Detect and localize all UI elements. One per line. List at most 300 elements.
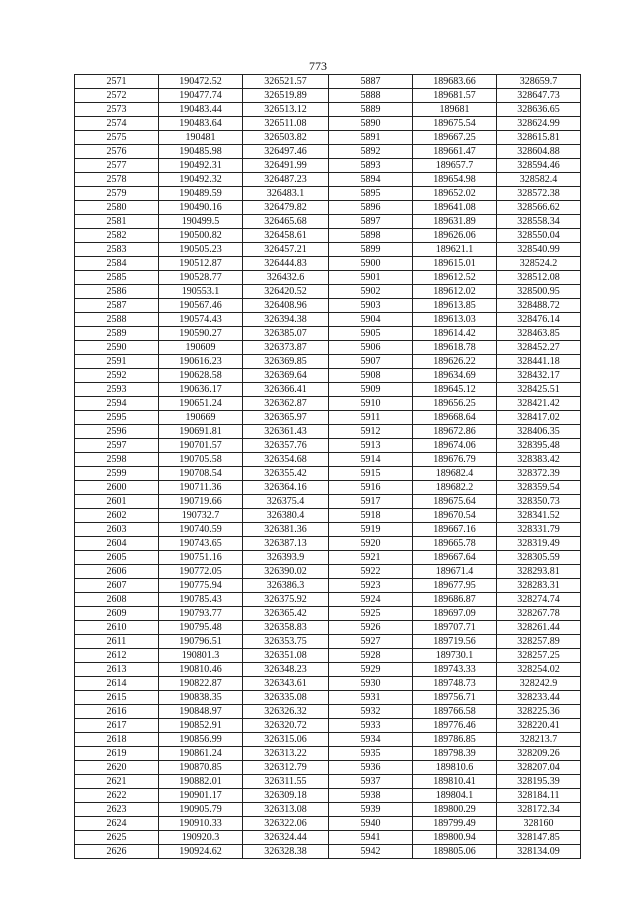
y-coordinate-right-cell: 328425.51 bbox=[497, 383, 581, 397]
y-coordinate-right-cell: 328319.49 bbox=[497, 537, 581, 551]
x-coordinate-left-cell: 190838.35 bbox=[159, 691, 243, 705]
y-coordinate-left-cell: 326420.52 bbox=[243, 285, 329, 299]
x-coordinate-left-cell: 190732.7 bbox=[159, 509, 243, 523]
x-coordinate-right-cell: 189612.02 bbox=[413, 285, 497, 299]
point-number-left-cell: 2603 bbox=[75, 523, 159, 537]
x-coordinate-left-cell: 190852.91 bbox=[159, 719, 243, 733]
x-coordinate-left-cell: 190924.62 bbox=[159, 845, 243, 859]
point-number-right-cell: 5896 bbox=[329, 201, 413, 215]
y-coordinate-left-cell: 326483.1 bbox=[243, 187, 329, 201]
y-coordinate-right-cell: 328452.27 bbox=[497, 341, 581, 355]
point-number-left-cell: 2607 bbox=[75, 579, 159, 593]
table-row bbox=[75, 747, 581, 761]
table-row bbox=[75, 229, 581, 243]
y-coordinate-left-cell: 326487.23 bbox=[243, 173, 329, 187]
y-coordinate-left-cell: 326458.61 bbox=[243, 229, 329, 243]
x-coordinate-left-cell: 190489.59 bbox=[159, 187, 243, 201]
table-row bbox=[75, 831, 581, 845]
point-number-right-cell: 5908 bbox=[329, 369, 413, 383]
point-number-right-cell: 5941 bbox=[329, 831, 413, 845]
table-row bbox=[75, 593, 581, 607]
x-coordinate-left-cell: 190870.85 bbox=[159, 761, 243, 775]
table-row bbox=[75, 369, 581, 383]
y-coordinate-left-cell: 326309.18 bbox=[243, 789, 329, 803]
x-coordinate-right-cell: 189798.39 bbox=[413, 747, 497, 761]
point-number-right-cell: 5932 bbox=[329, 705, 413, 719]
point-number-left-cell: 2624 bbox=[75, 817, 159, 831]
point-number-left-cell: 2583 bbox=[75, 243, 159, 257]
x-coordinate-right-cell: 189675.64 bbox=[413, 495, 497, 509]
table-row bbox=[75, 313, 581, 327]
x-coordinate-left-cell: 190793.77 bbox=[159, 607, 243, 621]
table-row bbox=[75, 467, 581, 481]
x-coordinate-left-cell: 190772.05 bbox=[159, 565, 243, 579]
x-coordinate-right-cell: 189657.7 bbox=[413, 159, 497, 173]
x-coordinate-left-cell: 190492.31 bbox=[159, 159, 243, 173]
point-number-right-cell: 5913 bbox=[329, 439, 413, 453]
y-coordinate-right-cell: 328524.2 bbox=[497, 257, 581, 271]
point-number-left-cell: 2587 bbox=[75, 299, 159, 313]
y-coordinate-left-cell: 326335.08 bbox=[243, 691, 329, 705]
y-coordinate-right-cell: 328395.48 bbox=[497, 439, 581, 453]
point-number-right-cell: 5909 bbox=[329, 383, 413, 397]
y-coordinate-right-cell: 328540.99 bbox=[497, 243, 581, 257]
y-coordinate-left-cell: 326322.06 bbox=[243, 817, 329, 831]
x-coordinate-right-cell: 189800.29 bbox=[413, 803, 497, 817]
y-coordinate-right-cell: 328341.52 bbox=[497, 509, 581, 523]
y-coordinate-right-cell: 328293.81 bbox=[497, 565, 581, 579]
x-coordinate-right-cell: 189681.57 bbox=[413, 89, 497, 103]
x-coordinate-right-cell: 189614.42 bbox=[413, 327, 497, 341]
y-coordinate-right-cell: 328207.04 bbox=[497, 761, 581, 775]
y-coordinate-left-cell: 326444.83 bbox=[243, 257, 329, 271]
point-number-left-cell: 2618 bbox=[75, 733, 159, 747]
y-coordinate-left-cell: 326353.75 bbox=[243, 635, 329, 649]
point-number-right-cell: 5930 bbox=[329, 677, 413, 691]
x-coordinate-left-cell: 190590.27 bbox=[159, 327, 243, 341]
x-coordinate-right-cell: 189681 bbox=[413, 103, 497, 117]
point-number-left-cell: 2606 bbox=[75, 565, 159, 579]
y-coordinate-left-cell: 326364.16 bbox=[243, 481, 329, 495]
page-number: 773 bbox=[309, 59, 327, 73]
y-coordinate-right-cell: 328359.54 bbox=[497, 481, 581, 495]
point-number-right-cell: 5910 bbox=[329, 397, 413, 411]
point-number-right-cell: 5940 bbox=[329, 817, 413, 831]
point-number-left-cell: 2586 bbox=[75, 285, 159, 299]
table-row bbox=[75, 607, 581, 621]
point-number-left-cell: 2622 bbox=[75, 789, 159, 803]
table-row bbox=[75, 523, 581, 537]
y-coordinate-right-cell: 328257.25 bbox=[497, 649, 581, 663]
point-number-right-cell: 5922 bbox=[329, 565, 413, 579]
table-row bbox=[75, 789, 581, 803]
x-coordinate-left-cell: 190901.17 bbox=[159, 789, 243, 803]
y-coordinate-right-cell: 328305.59 bbox=[497, 551, 581, 565]
x-coordinate-left-cell: 190483.64 bbox=[159, 117, 243, 131]
table-row bbox=[75, 817, 581, 831]
table-row bbox=[75, 243, 581, 257]
y-coordinate-right-cell: 328512.08 bbox=[497, 271, 581, 285]
y-coordinate-left-cell: 326375.92 bbox=[243, 593, 329, 607]
point-number-left-cell: 2599 bbox=[75, 467, 159, 481]
table-row bbox=[75, 411, 581, 425]
y-coordinate-left-cell: 326311.55 bbox=[243, 775, 329, 789]
point-number-left-cell: 2572 bbox=[75, 89, 159, 103]
y-coordinate-right-cell: 328267.78 bbox=[497, 607, 581, 621]
y-coordinate-left-cell: 326348.23 bbox=[243, 663, 329, 677]
y-coordinate-right-cell: 328488.72 bbox=[497, 299, 581, 313]
x-coordinate-left-cell: 190609 bbox=[159, 341, 243, 355]
x-coordinate-right-cell: 189661.47 bbox=[413, 145, 497, 159]
x-coordinate-left-cell: 190711.36 bbox=[159, 481, 243, 495]
point-number-left-cell: 2578 bbox=[75, 173, 159, 187]
x-coordinate-right-cell: 189621.1 bbox=[413, 243, 497, 257]
x-coordinate-right-cell: 189743.33 bbox=[413, 663, 497, 677]
table-row bbox=[75, 663, 581, 677]
table-row bbox=[75, 649, 581, 663]
y-coordinate-left-cell: 326320.72 bbox=[243, 719, 329, 733]
point-number-left-cell: 2592 bbox=[75, 369, 159, 383]
point-number-right-cell: 5901 bbox=[329, 271, 413, 285]
x-coordinate-left-cell: 190905.79 bbox=[159, 803, 243, 817]
point-number-left-cell: 2581 bbox=[75, 215, 159, 229]
y-coordinate-left-cell: 326369.64 bbox=[243, 369, 329, 383]
y-coordinate-right-cell: 328257.89 bbox=[497, 635, 581, 649]
table-row bbox=[75, 509, 581, 523]
point-number-left-cell: 2585 bbox=[75, 271, 159, 285]
point-number-left-cell: 2596 bbox=[75, 425, 159, 439]
x-coordinate-left-cell: 190574.43 bbox=[159, 313, 243, 327]
table-row bbox=[75, 537, 581, 551]
table-row bbox=[75, 257, 581, 271]
x-coordinate-left-cell: 190528.77 bbox=[159, 271, 243, 285]
x-coordinate-left-cell: 190512.87 bbox=[159, 257, 243, 271]
table-row bbox=[75, 187, 581, 201]
y-coordinate-left-cell: 326375.4 bbox=[243, 495, 329, 509]
point-number-left-cell: 2611 bbox=[75, 635, 159, 649]
point-number-right-cell: 5895 bbox=[329, 187, 413, 201]
point-number-right-cell: 5920 bbox=[329, 537, 413, 551]
y-coordinate-left-cell: 326365.42 bbox=[243, 607, 329, 621]
y-coordinate-left-cell: 326369.85 bbox=[243, 355, 329, 369]
point-number-right-cell: 5929 bbox=[329, 663, 413, 677]
x-coordinate-left-cell: 190628.58 bbox=[159, 369, 243, 383]
point-number-left-cell: 2576 bbox=[75, 145, 159, 159]
y-coordinate-left-cell: 326519.89 bbox=[243, 89, 329, 103]
point-number-right-cell: 5899 bbox=[329, 243, 413, 257]
y-coordinate-right-cell: 328147.85 bbox=[497, 831, 581, 845]
point-number-left-cell: 2602 bbox=[75, 509, 159, 523]
y-coordinate-right-cell: 328636.65 bbox=[497, 103, 581, 117]
x-coordinate-left-cell: 190483.44 bbox=[159, 103, 243, 117]
point-number-left-cell: 2614 bbox=[75, 677, 159, 691]
y-coordinate-right-cell: 328195.39 bbox=[497, 775, 581, 789]
point-number-right-cell: 5890 bbox=[329, 117, 413, 131]
x-coordinate-left-cell: 190785.43 bbox=[159, 593, 243, 607]
point-number-right-cell: 5911 bbox=[329, 411, 413, 425]
point-number-right-cell: 5894 bbox=[329, 173, 413, 187]
point-number-left-cell: 2615 bbox=[75, 691, 159, 705]
point-number-left-cell: 2574 bbox=[75, 117, 159, 131]
y-coordinate-left-cell: 326503.82 bbox=[243, 131, 329, 145]
table-row bbox=[75, 705, 581, 719]
y-coordinate-right-cell: 328476.14 bbox=[497, 313, 581, 327]
x-coordinate-right-cell: 189667.64 bbox=[413, 551, 497, 565]
point-number-left-cell: 2617 bbox=[75, 719, 159, 733]
x-coordinate-right-cell: 189667.16 bbox=[413, 523, 497, 537]
x-coordinate-left-cell: 190616.23 bbox=[159, 355, 243, 369]
x-coordinate-left-cell: 190490.16 bbox=[159, 201, 243, 215]
x-coordinate-left-cell: 190743.65 bbox=[159, 537, 243, 551]
y-coordinate-left-cell: 326394.38 bbox=[243, 313, 329, 327]
y-coordinate-left-cell: 326312.79 bbox=[243, 761, 329, 775]
y-coordinate-right-cell: 328283.31 bbox=[497, 579, 581, 593]
y-coordinate-left-cell: 326351.08 bbox=[243, 649, 329, 663]
table-row bbox=[75, 299, 581, 313]
y-coordinate-left-cell: 326361.43 bbox=[243, 425, 329, 439]
point-number-left-cell: 2595 bbox=[75, 411, 159, 425]
y-coordinate-right-cell: 328550.04 bbox=[497, 229, 581, 243]
y-coordinate-right-cell: 328372.39 bbox=[497, 467, 581, 481]
point-number-right-cell: 5924 bbox=[329, 593, 413, 607]
x-coordinate-left-cell: 190801.3 bbox=[159, 649, 243, 663]
x-coordinate-left-cell: 190848.97 bbox=[159, 705, 243, 719]
x-coordinate-right-cell: 189686.87 bbox=[413, 593, 497, 607]
y-coordinate-right-cell: 328274.74 bbox=[497, 593, 581, 607]
y-coordinate-right-cell: 328421.42 bbox=[497, 397, 581, 411]
y-coordinate-left-cell: 326432.6 bbox=[243, 271, 329, 285]
x-coordinate-right-cell: 189776.46 bbox=[413, 719, 497, 733]
point-number-left-cell: 2616 bbox=[75, 705, 159, 719]
x-coordinate-right-cell: 189671.4 bbox=[413, 565, 497, 579]
point-number-left-cell: 2619 bbox=[75, 747, 159, 761]
x-coordinate-left-cell: 190796.51 bbox=[159, 635, 243, 649]
point-number-left-cell: 2588 bbox=[75, 313, 159, 327]
y-coordinate-right-cell: 328500.95 bbox=[497, 285, 581, 299]
point-number-right-cell: 5938 bbox=[329, 789, 413, 803]
x-coordinate-left-cell: 190795.48 bbox=[159, 621, 243, 635]
y-coordinate-right-cell: 328209.26 bbox=[497, 747, 581, 761]
point-number-left-cell: 2623 bbox=[75, 803, 159, 817]
point-number-left-cell: 2579 bbox=[75, 187, 159, 201]
coordinates-table-body bbox=[75, 75, 581, 859]
y-coordinate-right-cell: 328134.09 bbox=[497, 845, 581, 859]
y-coordinate-left-cell: 326513.12 bbox=[243, 103, 329, 117]
y-coordinate-left-cell: 326315.06 bbox=[243, 733, 329, 747]
point-number-right-cell: 5914 bbox=[329, 453, 413, 467]
point-number-left-cell: 2612 bbox=[75, 649, 159, 663]
point-number-right-cell: 5900 bbox=[329, 257, 413, 271]
point-number-left-cell: 2582 bbox=[75, 229, 159, 243]
y-coordinate-left-cell: 326385.07 bbox=[243, 327, 329, 341]
table-row bbox=[75, 173, 581, 187]
x-coordinate-right-cell: 189730.1 bbox=[413, 649, 497, 663]
x-coordinate-right-cell: 189810.41 bbox=[413, 775, 497, 789]
x-coordinate-left-cell: 190740.59 bbox=[159, 523, 243, 537]
y-coordinate-left-cell: 326343.61 bbox=[243, 677, 329, 691]
y-coordinate-right-cell: 328242.9 bbox=[497, 677, 581, 691]
point-number-right-cell: 5921 bbox=[329, 551, 413, 565]
y-coordinate-right-cell: 328594.46 bbox=[497, 159, 581, 173]
y-coordinate-right-cell: 328659.7 bbox=[497, 75, 581, 89]
x-coordinate-right-cell: 189805.06 bbox=[413, 845, 497, 859]
table-row bbox=[75, 453, 581, 467]
x-coordinate-right-cell: 189665.78 bbox=[413, 537, 497, 551]
point-number-right-cell: 5919 bbox=[329, 523, 413, 537]
y-coordinate-left-cell: 326328.38 bbox=[243, 845, 329, 859]
point-number-right-cell: 5934 bbox=[329, 733, 413, 747]
table-row bbox=[75, 495, 581, 509]
x-coordinate-right-cell: 189613.85 bbox=[413, 299, 497, 313]
table-row bbox=[75, 327, 581, 341]
x-coordinate-left-cell: 190691.81 bbox=[159, 425, 243, 439]
point-number-right-cell: 5939 bbox=[329, 803, 413, 817]
x-coordinate-right-cell: 189810.6 bbox=[413, 761, 497, 775]
y-coordinate-left-cell: 326381.36 bbox=[243, 523, 329, 537]
point-number-right-cell: 5887 bbox=[329, 75, 413, 89]
x-coordinate-right-cell: 189683.66 bbox=[413, 75, 497, 89]
point-number-left-cell: 2605 bbox=[75, 551, 159, 565]
x-coordinate-right-cell: 189615.01 bbox=[413, 257, 497, 271]
x-coordinate-left-cell: 190505.23 bbox=[159, 243, 243, 257]
point-number-right-cell: 5916 bbox=[329, 481, 413, 495]
point-number-right-cell: 5937 bbox=[329, 775, 413, 789]
y-coordinate-right-cell: 328604.88 bbox=[497, 145, 581, 159]
table-row bbox=[75, 131, 581, 145]
table-row bbox=[75, 215, 581, 229]
table-row bbox=[75, 803, 581, 817]
point-number-left-cell: 2610 bbox=[75, 621, 159, 635]
y-coordinate-right-cell: 328406.35 bbox=[497, 425, 581, 439]
table-row bbox=[75, 397, 581, 411]
point-number-left-cell: 2609 bbox=[75, 607, 159, 621]
y-coordinate-left-cell: 326313.08 bbox=[243, 803, 329, 817]
table-row bbox=[75, 719, 581, 733]
point-number-right-cell: 5917 bbox=[329, 495, 413, 509]
y-coordinate-left-cell: 326390.02 bbox=[243, 565, 329, 579]
y-coordinate-right-cell: 328582.4 bbox=[497, 173, 581, 187]
coordinates-table bbox=[74, 74, 581, 859]
x-coordinate-right-cell: 189756.71 bbox=[413, 691, 497, 705]
y-coordinate-left-cell: 326373.87 bbox=[243, 341, 329, 355]
y-coordinate-right-cell: 328254.02 bbox=[497, 663, 581, 677]
y-coordinate-left-cell: 326497.46 bbox=[243, 145, 329, 159]
point-number-left-cell: 2621 bbox=[75, 775, 159, 789]
table-row bbox=[75, 439, 581, 453]
x-coordinate-left-cell: 190481 bbox=[159, 131, 243, 145]
table-row bbox=[75, 579, 581, 593]
point-number-right-cell: 5915 bbox=[329, 467, 413, 481]
point-number-right-cell: 5923 bbox=[329, 579, 413, 593]
x-coordinate-right-cell: 189766.58 bbox=[413, 705, 497, 719]
y-coordinate-right-cell: 328624.99 bbox=[497, 117, 581, 131]
x-coordinate-right-cell: 189667.25 bbox=[413, 131, 497, 145]
x-coordinate-right-cell: 189799.49 bbox=[413, 817, 497, 831]
y-coordinate-left-cell: 326326.32 bbox=[243, 705, 329, 719]
y-coordinate-right-cell: 328233.44 bbox=[497, 691, 581, 705]
y-coordinate-left-cell: 326408.96 bbox=[243, 299, 329, 313]
x-coordinate-left-cell: 190810.46 bbox=[159, 663, 243, 677]
x-coordinate-right-cell: 189677.95 bbox=[413, 579, 497, 593]
x-coordinate-right-cell: 189800.94 bbox=[413, 831, 497, 845]
y-coordinate-left-cell: 326365.97 bbox=[243, 411, 329, 425]
y-coordinate-right-cell: 328417.02 bbox=[497, 411, 581, 425]
point-number-right-cell: 5902 bbox=[329, 285, 413, 299]
point-number-right-cell: 5889 bbox=[329, 103, 413, 117]
x-coordinate-right-cell: 189804.1 bbox=[413, 789, 497, 803]
x-coordinate-left-cell: 190882.01 bbox=[159, 775, 243, 789]
table-row bbox=[75, 775, 581, 789]
x-coordinate-right-cell: 189668.64 bbox=[413, 411, 497, 425]
y-coordinate-right-cell: 328441.18 bbox=[497, 355, 581, 369]
point-number-left-cell: 2613 bbox=[75, 663, 159, 677]
y-coordinate-left-cell: 326313.22 bbox=[243, 747, 329, 761]
y-coordinate-left-cell: 326362.87 bbox=[243, 397, 329, 411]
x-coordinate-left-cell: 190669 bbox=[159, 411, 243, 425]
x-coordinate-left-cell: 190861.24 bbox=[159, 747, 243, 761]
x-coordinate-left-cell: 190910.33 bbox=[159, 817, 243, 831]
x-coordinate-right-cell: 189634.69 bbox=[413, 369, 497, 383]
x-coordinate-right-cell: 189674.06 bbox=[413, 439, 497, 453]
x-coordinate-left-cell: 190485.98 bbox=[159, 145, 243, 159]
point-number-left-cell: 2601 bbox=[75, 495, 159, 509]
point-number-right-cell: 5931 bbox=[329, 691, 413, 705]
table-row bbox=[75, 103, 581, 117]
point-number-right-cell: 5942 bbox=[329, 845, 413, 859]
y-coordinate-right-cell: 328172.34 bbox=[497, 803, 581, 817]
x-coordinate-right-cell: 189612.52 bbox=[413, 271, 497, 285]
point-number-right-cell: 5925 bbox=[329, 607, 413, 621]
table-row bbox=[75, 89, 581, 103]
y-coordinate-right-cell: 328225.36 bbox=[497, 705, 581, 719]
point-number-left-cell: 2591 bbox=[75, 355, 159, 369]
point-number-right-cell: 5891 bbox=[329, 131, 413, 145]
x-coordinate-right-cell: 189676.79 bbox=[413, 453, 497, 467]
x-coordinate-right-cell: 189656.25 bbox=[413, 397, 497, 411]
point-number-right-cell: 5906 bbox=[329, 341, 413, 355]
y-coordinate-left-cell: 326386.3 bbox=[243, 579, 329, 593]
point-number-left-cell: 2620 bbox=[75, 761, 159, 775]
point-number-left-cell: 2593 bbox=[75, 383, 159, 397]
y-coordinate-left-cell: 326511.08 bbox=[243, 117, 329, 131]
x-coordinate-left-cell: 190701.57 bbox=[159, 439, 243, 453]
table-row bbox=[75, 159, 581, 173]
x-coordinate-right-cell: 189613.03 bbox=[413, 313, 497, 327]
x-coordinate-right-cell: 189670.54 bbox=[413, 509, 497, 523]
point-number-left-cell: 2584 bbox=[75, 257, 159, 271]
y-coordinate-left-cell: 326521.57 bbox=[243, 75, 329, 89]
y-coordinate-left-cell: 326491.99 bbox=[243, 159, 329, 173]
x-coordinate-left-cell: 190719.66 bbox=[159, 495, 243, 509]
point-number-right-cell: 5926 bbox=[329, 621, 413, 635]
x-coordinate-left-cell: 190705.58 bbox=[159, 453, 243, 467]
table-row bbox=[75, 691, 581, 705]
x-coordinate-right-cell: 189672.86 bbox=[413, 425, 497, 439]
x-coordinate-right-cell: 189654.98 bbox=[413, 173, 497, 187]
point-number-left-cell: 2590 bbox=[75, 341, 159, 355]
x-coordinate-left-cell: 190636.17 bbox=[159, 383, 243, 397]
x-coordinate-left-cell: 190751.16 bbox=[159, 551, 243, 565]
y-coordinate-left-cell: 326479.82 bbox=[243, 201, 329, 215]
y-coordinate-left-cell: 326393.9 bbox=[243, 551, 329, 565]
x-coordinate-right-cell: 189641.08 bbox=[413, 201, 497, 215]
point-number-left-cell: 2580 bbox=[75, 201, 159, 215]
y-coordinate-right-cell: 328558.34 bbox=[497, 215, 581, 229]
y-coordinate-right-cell: 328566.62 bbox=[497, 201, 581, 215]
y-coordinate-left-cell: 326457.21 bbox=[243, 243, 329, 257]
x-coordinate-right-cell: 189707.71 bbox=[413, 621, 497, 635]
x-coordinate-right-cell: 189682.4 bbox=[413, 467, 497, 481]
